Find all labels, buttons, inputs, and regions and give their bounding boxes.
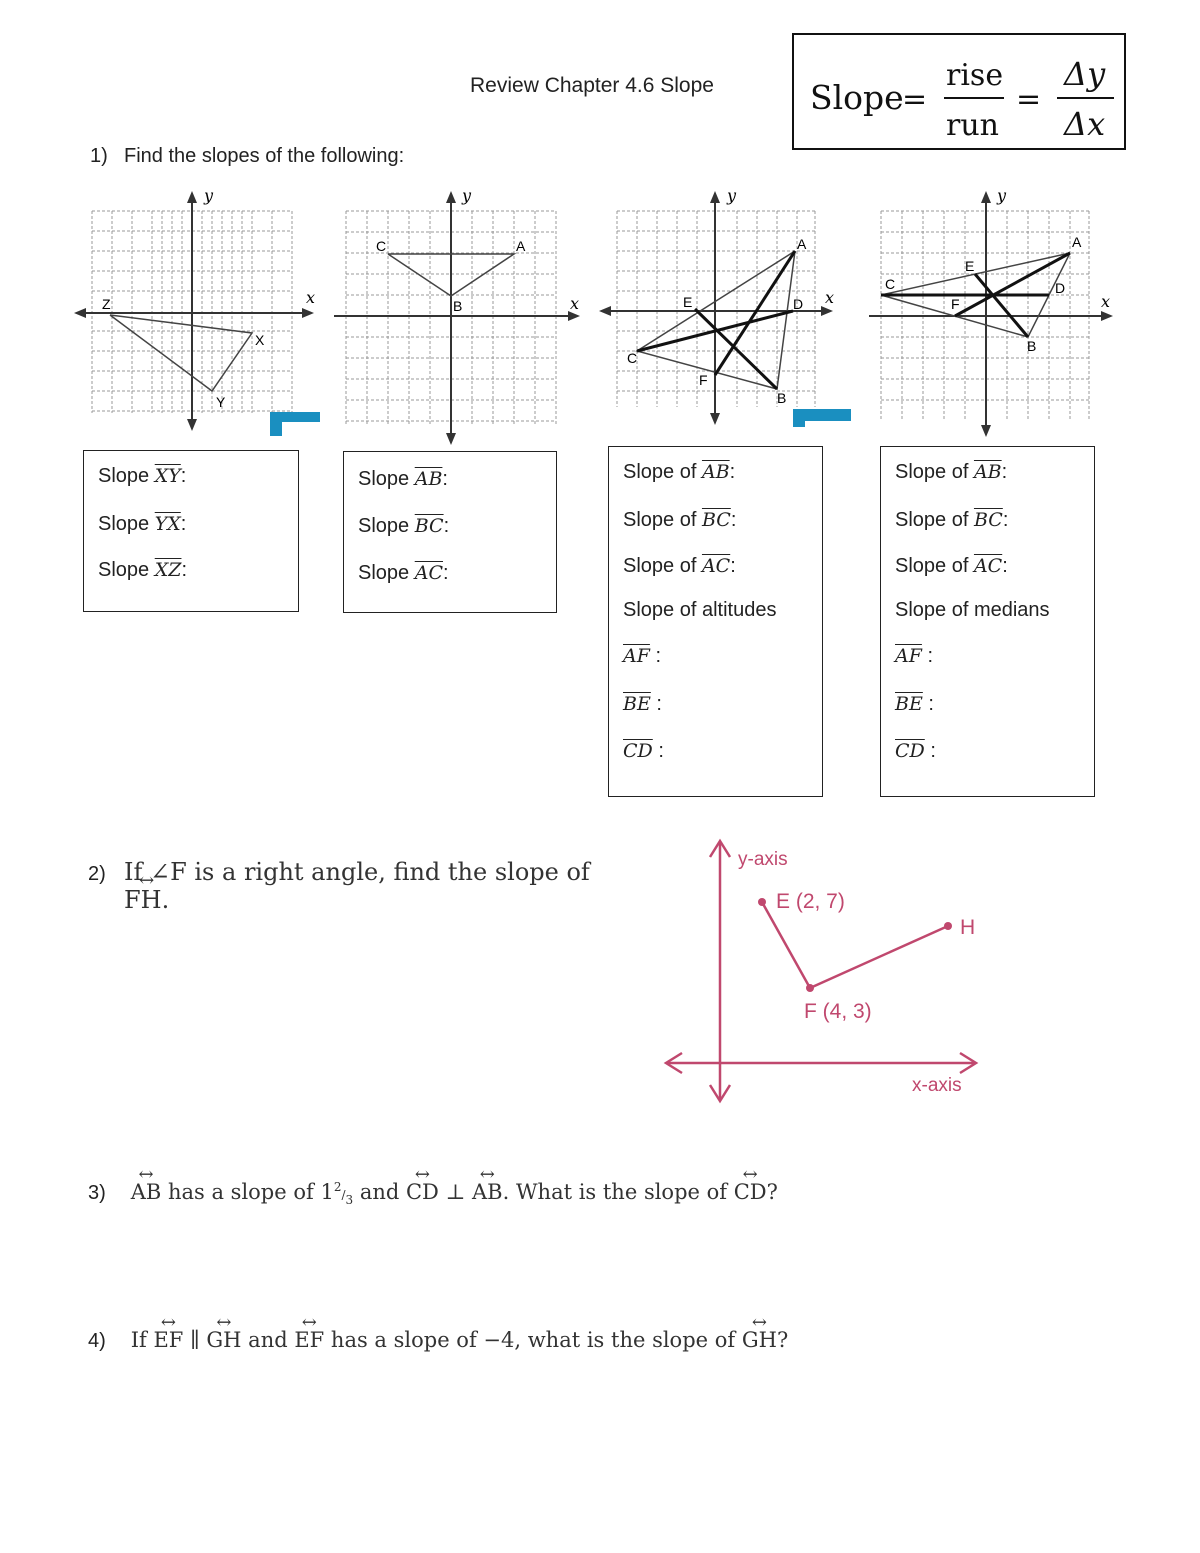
formula-eq1: = bbox=[902, 82, 928, 117]
graph-4-point-e: E bbox=[965, 258, 975, 274]
box1-row: Slope $\overline{XZ}$: bbox=[98, 559, 188, 581]
graph-4-x-label: x bbox=[1101, 292, 1111, 311]
graph-4 bbox=[865, 185, 1120, 445]
question-2 bbox=[88, 858, 590, 914]
graph-3-y-label: y bbox=[727, 186, 737, 205]
graph-3-point-e: E bbox=[683, 294, 693, 310]
formula-dy: Δy bbox=[1064, 55, 1106, 93]
box4-row: $\overline{CD}$ : bbox=[895, 740, 936, 762]
graph-3-x-label: x bbox=[825, 288, 835, 307]
answer-box-1 bbox=[83, 450, 299, 612]
box3-row: $\overline{BE}$ : bbox=[623, 693, 662, 715]
question-2-graph bbox=[660, 835, 990, 1110]
box4-row: Slope of $\overline{AC}$: bbox=[895, 555, 1008, 577]
graph-1-point-y: Y bbox=[216, 394, 226, 410]
graph-1-point-z: Z bbox=[102, 296, 111, 312]
graph-3-point-d: D bbox=[793, 296, 804, 312]
graph-3 bbox=[595, 185, 855, 435]
slope-formula bbox=[794, 35, 1128, 152]
question-2-line2: ↔ FH. bbox=[124, 886, 169, 914]
graph-2-point-b: B bbox=[453, 298, 463, 314]
answer-box-2 bbox=[343, 451, 557, 613]
box2-row: Slope $\overline{AB}$: bbox=[358, 468, 448, 490]
q2-x-axis-label: x-axis bbox=[912, 1075, 962, 1096]
box4-row: Slope of $\overline{BC}$: bbox=[895, 509, 1009, 531]
graph-1 bbox=[70, 185, 330, 435]
box1-row: Slope $\overline{XY}$: bbox=[98, 465, 187, 487]
question-1 bbox=[90, 145, 404, 168]
box3-row: Slope of $\overline{AB}$: bbox=[623, 461, 736, 483]
blue-marker-1b bbox=[270, 412, 282, 436]
box2-row: Slope $\overline{BC}$: bbox=[358, 515, 450, 537]
box3-row: Slope of altitudes bbox=[623, 599, 777, 621]
graph-3-point-c: C bbox=[627, 350, 638, 366]
q2-y-axis-label: y-axis bbox=[738, 849, 788, 870]
graph-3-point-b: B bbox=[777, 390, 787, 406]
question-3: 3) ↔ AB has a slope of $1^2/_3$ and ↔ CD ⊥ ↔ AB. What is the slope of ↔ CD? bbox=[88, 1180, 778, 1207]
graph-1-point-x: X bbox=[255, 332, 265, 348]
graph-2 bbox=[330, 185, 590, 450]
graph-4-point-d: D bbox=[1055, 280, 1066, 296]
box4-row: Slope of $\overline{AB}$: bbox=[895, 461, 1008, 483]
box4-row: $\overline{BE}$ : bbox=[895, 693, 934, 715]
answer-box-3 bbox=[608, 446, 823, 797]
question-2-number: 2) bbox=[88, 863, 106, 885]
q2-point-f: F (4, 3) bbox=[804, 1000, 872, 1023]
q2-point-h: H bbox=[960, 916, 976, 939]
question-1-text: Find the slopes of the following: bbox=[124, 145, 405, 167]
question-1-number: 1) bbox=[90, 145, 108, 167]
formula-lhs: Slope bbox=[810, 78, 904, 117]
question-2-line1: If ∠F is a right angle, find the slope of bbox=[124, 858, 590, 886]
slope-formula-box bbox=[792, 33, 1126, 150]
box4-row: Slope of medians bbox=[895, 599, 1050, 621]
formula-eq2: = bbox=[1016, 82, 1042, 117]
graph-4-point-c: C bbox=[885, 276, 896, 292]
formula-dx: Δx bbox=[1064, 105, 1106, 143]
box3-row: $\overline{AF}$ : bbox=[623, 645, 662, 667]
graph-3-point-f: F bbox=[699, 372, 708, 388]
blue-marker-2b bbox=[793, 409, 805, 427]
formula-run: run bbox=[946, 108, 999, 143]
graph-2-y-label: y bbox=[462, 186, 472, 205]
graph-4-y-label: y bbox=[997, 186, 1007, 205]
box3-row: Slope of $\overline{BC}$: bbox=[623, 509, 737, 531]
box3-row: Slope of $\overline{AC}$: bbox=[623, 555, 736, 577]
box2-row: Slope $\overline{AC}$: bbox=[358, 562, 449, 584]
graph-2-point-c: C bbox=[376, 238, 387, 254]
graph-3-point-a: A bbox=[797, 236, 807, 252]
graph-1-y-label: y bbox=[204, 186, 214, 205]
question-4-number: 4) bbox=[88, 1330, 106, 1352]
q2-point-e: E (2, 7) bbox=[776, 890, 845, 913]
graph-1-x-label: x bbox=[306, 288, 316, 307]
box4-row: $\overline{AF}$ : bbox=[895, 645, 934, 667]
formula-rise: rise bbox=[946, 58, 1004, 93]
box3-row: $\overline{CD}$ : bbox=[623, 740, 664, 762]
graph-4-point-f: F bbox=[951, 296, 960, 312]
question-4: 4) If ↔ EF ∥ ↔ GH and ↔ EF has a slope of −4, what is the slope of ↔ GH? bbox=[88, 1328, 788, 1353]
graph-4-point-b: B bbox=[1027, 338, 1037, 354]
answer-box-4 bbox=[880, 446, 1095, 797]
page-title: Review Chapter 4.6 Slope bbox=[470, 74, 714, 97]
graph-2-point-a: A bbox=[516, 238, 526, 254]
graph-4-point-a: A bbox=[1072, 234, 1082, 250]
box1-row: Slope $\overline{YX}$: bbox=[98, 513, 187, 535]
graph-2-x-label: x bbox=[570, 294, 580, 313]
question-3-number: 3) bbox=[88, 1182, 106, 1204]
